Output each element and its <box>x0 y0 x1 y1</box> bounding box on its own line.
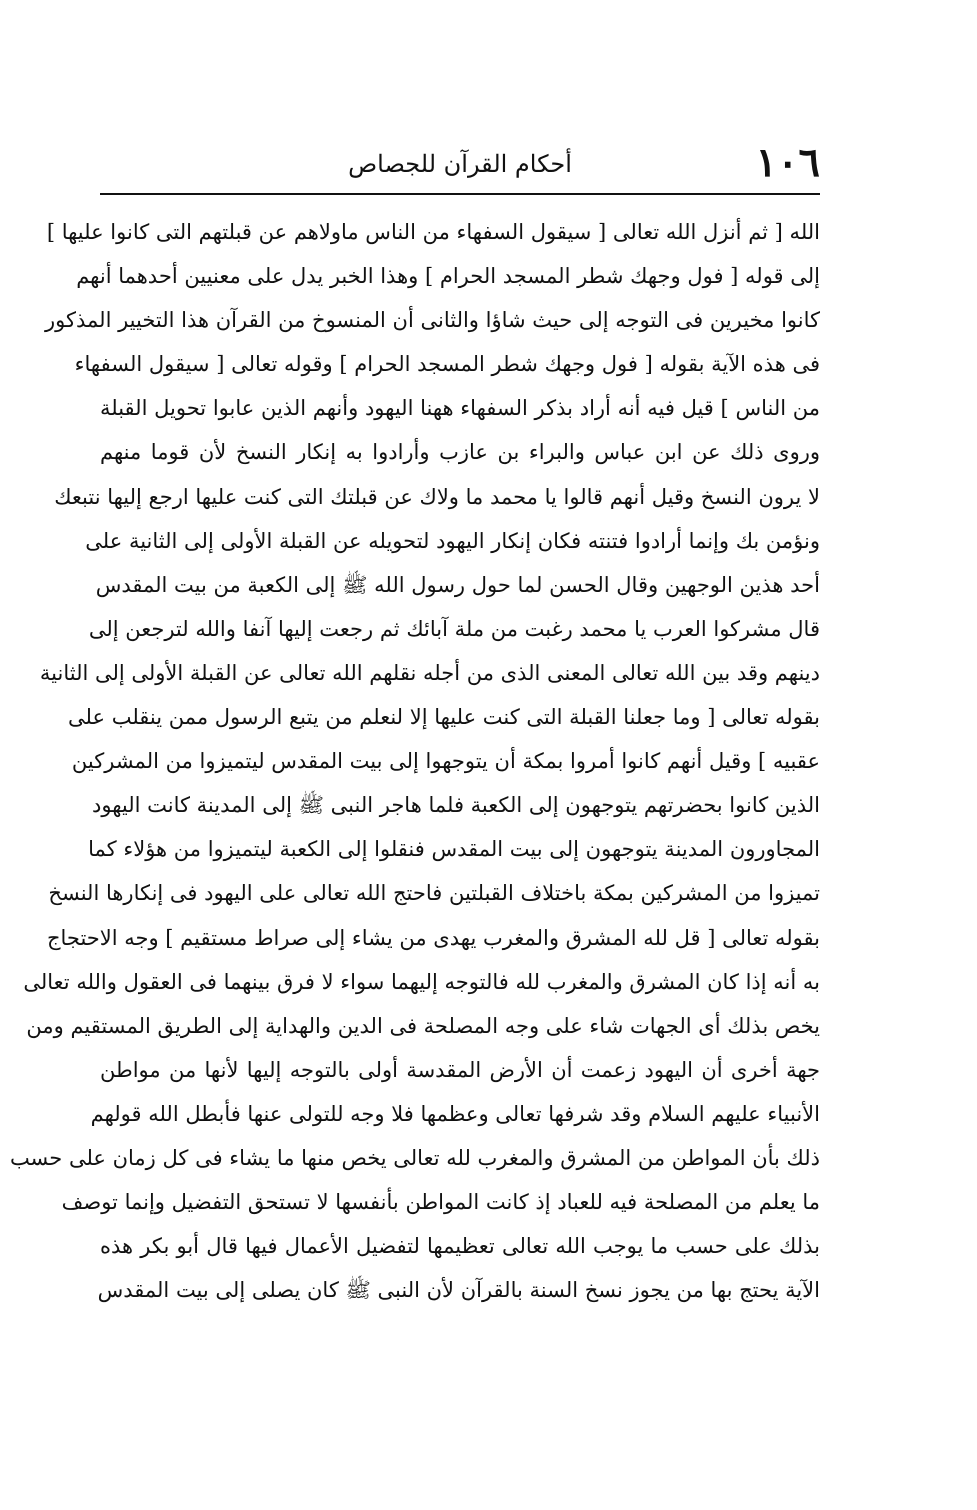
page-header <box>100 138 820 192</box>
text-line: الله [ ثم أنزل الله تعالى [ سيقول السفهاء من الناس ماولاهم عن قبلتهم التى كانوا عليها ] <box>46 220 820 244</box>
text-line: وروى ذلك عن ابن عباس والبراء بن عازب وأرادوا به إنكار النسخ لأن قوما منهم <box>100 440 820 465</box>
text-line: المجاورون المدينة يتوجهون إلى بيت المقدس فنقلوا إلى الكعبة ليتميزوا من هؤلاء كما <box>88 837 820 862</box>
text-line: إلى قوله [ فول وجهك شطر المسجد الحرام ] وهذا الخبر يدل على معنيين أحدهما أنهم <box>76 264 820 289</box>
text-line: به أنه إذا كان المشرق والمغرب لله فالتوجه إليهما سواء لا فرق بينهما فى العقول والله تعالى <box>23 969 820 994</box>
text-line: أحد هذين الوجهين وقال الحسن لما حول رسول الله ﷺ إلى الكعبة من بيت المقدس <box>95 572 820 597</box>
text-line: قال مشركوا العرب يا محمد رغبت من ملة آبائك ثم رجعت إليها آنفا والله لترجعن إلى <box>88 616 820 641</box>
text-line: بذلك على حسب ما يوجب الله تعالى تعظيمها لتفضيل الأعمال فيها قال أبو بكر هذه <box>100 1234 820 1259</box>
header-rule <box>100 193 820 195</box>
page-number: ١٠٦ <box>755 139 820 186</box>
text-line: من الناس ] قيل فيه أنه أراد بذكر السفهاء ههنا اليهود وأنهم الذين عابوا تحويل القبلة <box>100 396 820 421</box>
text-line: يخص بذلك أى الجهات شاء على وجه المصلحة فى الدين والهداية إلى الطريق المستقيم ومن <box>26 1013 820 1038</box>
text-line: بقوله تعالى [ قل لله المشرق والمغرب يهدى من يشاء إلى صراط مستقيم ] وجه الاحتجاج <box>46 925 820 950</box>
text-line: جهة أخرى أن اليهود زعمت أن الأرض المقدسة أولى بالتوجه إليها لأنها من مواطن <box>100 1057 820 1082</box>
text-line: عقبيه ] وقيل أنهم كانوا أمروا بمكة أن يتوجهوا إلى بيت المقدس ليتميزوا من المشركين <box>71 749 820 774</box>
running-title: أحكام القرآن للجصاص <box>348 150 572 178</box>
text-line: ما يعلم من المصلحة فيه للعباد إذ كانت المواطن بأنفسها لا تستحق التفضيل وإنما توصف <box>61 1190 820 1215</box>
text-line: فى هذه الآية بقوله [ فول وجهك شطر المسجد الحرام ] وقوله تعالى [ سيقول السفهاء <box>74 352 820 377</box>
text-line: الآية يحتج بها من يجوز نسخ السنة بالقرآن لأن النبى ﷺ كان يصلى إلى بيت المقدس <box>97 1278 820 1303</box>
body-text <box>9 210 820 1312</box>
text-line: تميزوا من المشركين بمكة باختلاف القبلتين فاحتج الله تعالى على اليهود فى إنكارها النسخ <box>48 881 820 906</box>
text-line: دينهم وقد بين الله تعالى المعنى الذى من أجله نقلهم الله تعالى عن القبلة الأولى إلى الثانية <box>39 660 820 685</box>
text-line: لا يرون النسخ وقيل أنهم قالوا يا محمد ما ولاك عن قبلتك التى كنت عليها ارجع إليها نتبعك <box>54 484 820 509</box>
text-line: الذين كانوا بحضرتهم يتوجهون إلى الكعبة فلما هاجر النبى ﷺ إلى المدينة كانت اليهود <box>92 793 820 818</box>
text-line: الأنبياء عليهم السلام وقد شرفها تعالى وعظمها فلا وجه للتولى عنها فأبطل الله قولهم <box>90 1101 820 1126</box>
text-line: ذلك بأن المواطن من المشرق والمغرب لله تعالى يخص منها ما يشاء فى كل زمان على حسب <box>9 1145 820 1170</box>
text-line: ونؤمن بك وإنما أرادوا فتنته فكان إنكار اليهود لتحويله عن القبلة الأولى إلى الثانية على <box>85 528 820 553</box>
text-line: بقوله تعالى [ وما جعلنا القبلة التى كنت عليها إلا لنعلم من يتبع الرسول ممن ينقلب على <box>68 705 820 730</box>
text-line: كانوا مخيرين فى التوجه إلى حيث شاؤا والثانى أن المنسوخ من القرآن هذا التخيير المذكور <box>45 308 820 333</box>
